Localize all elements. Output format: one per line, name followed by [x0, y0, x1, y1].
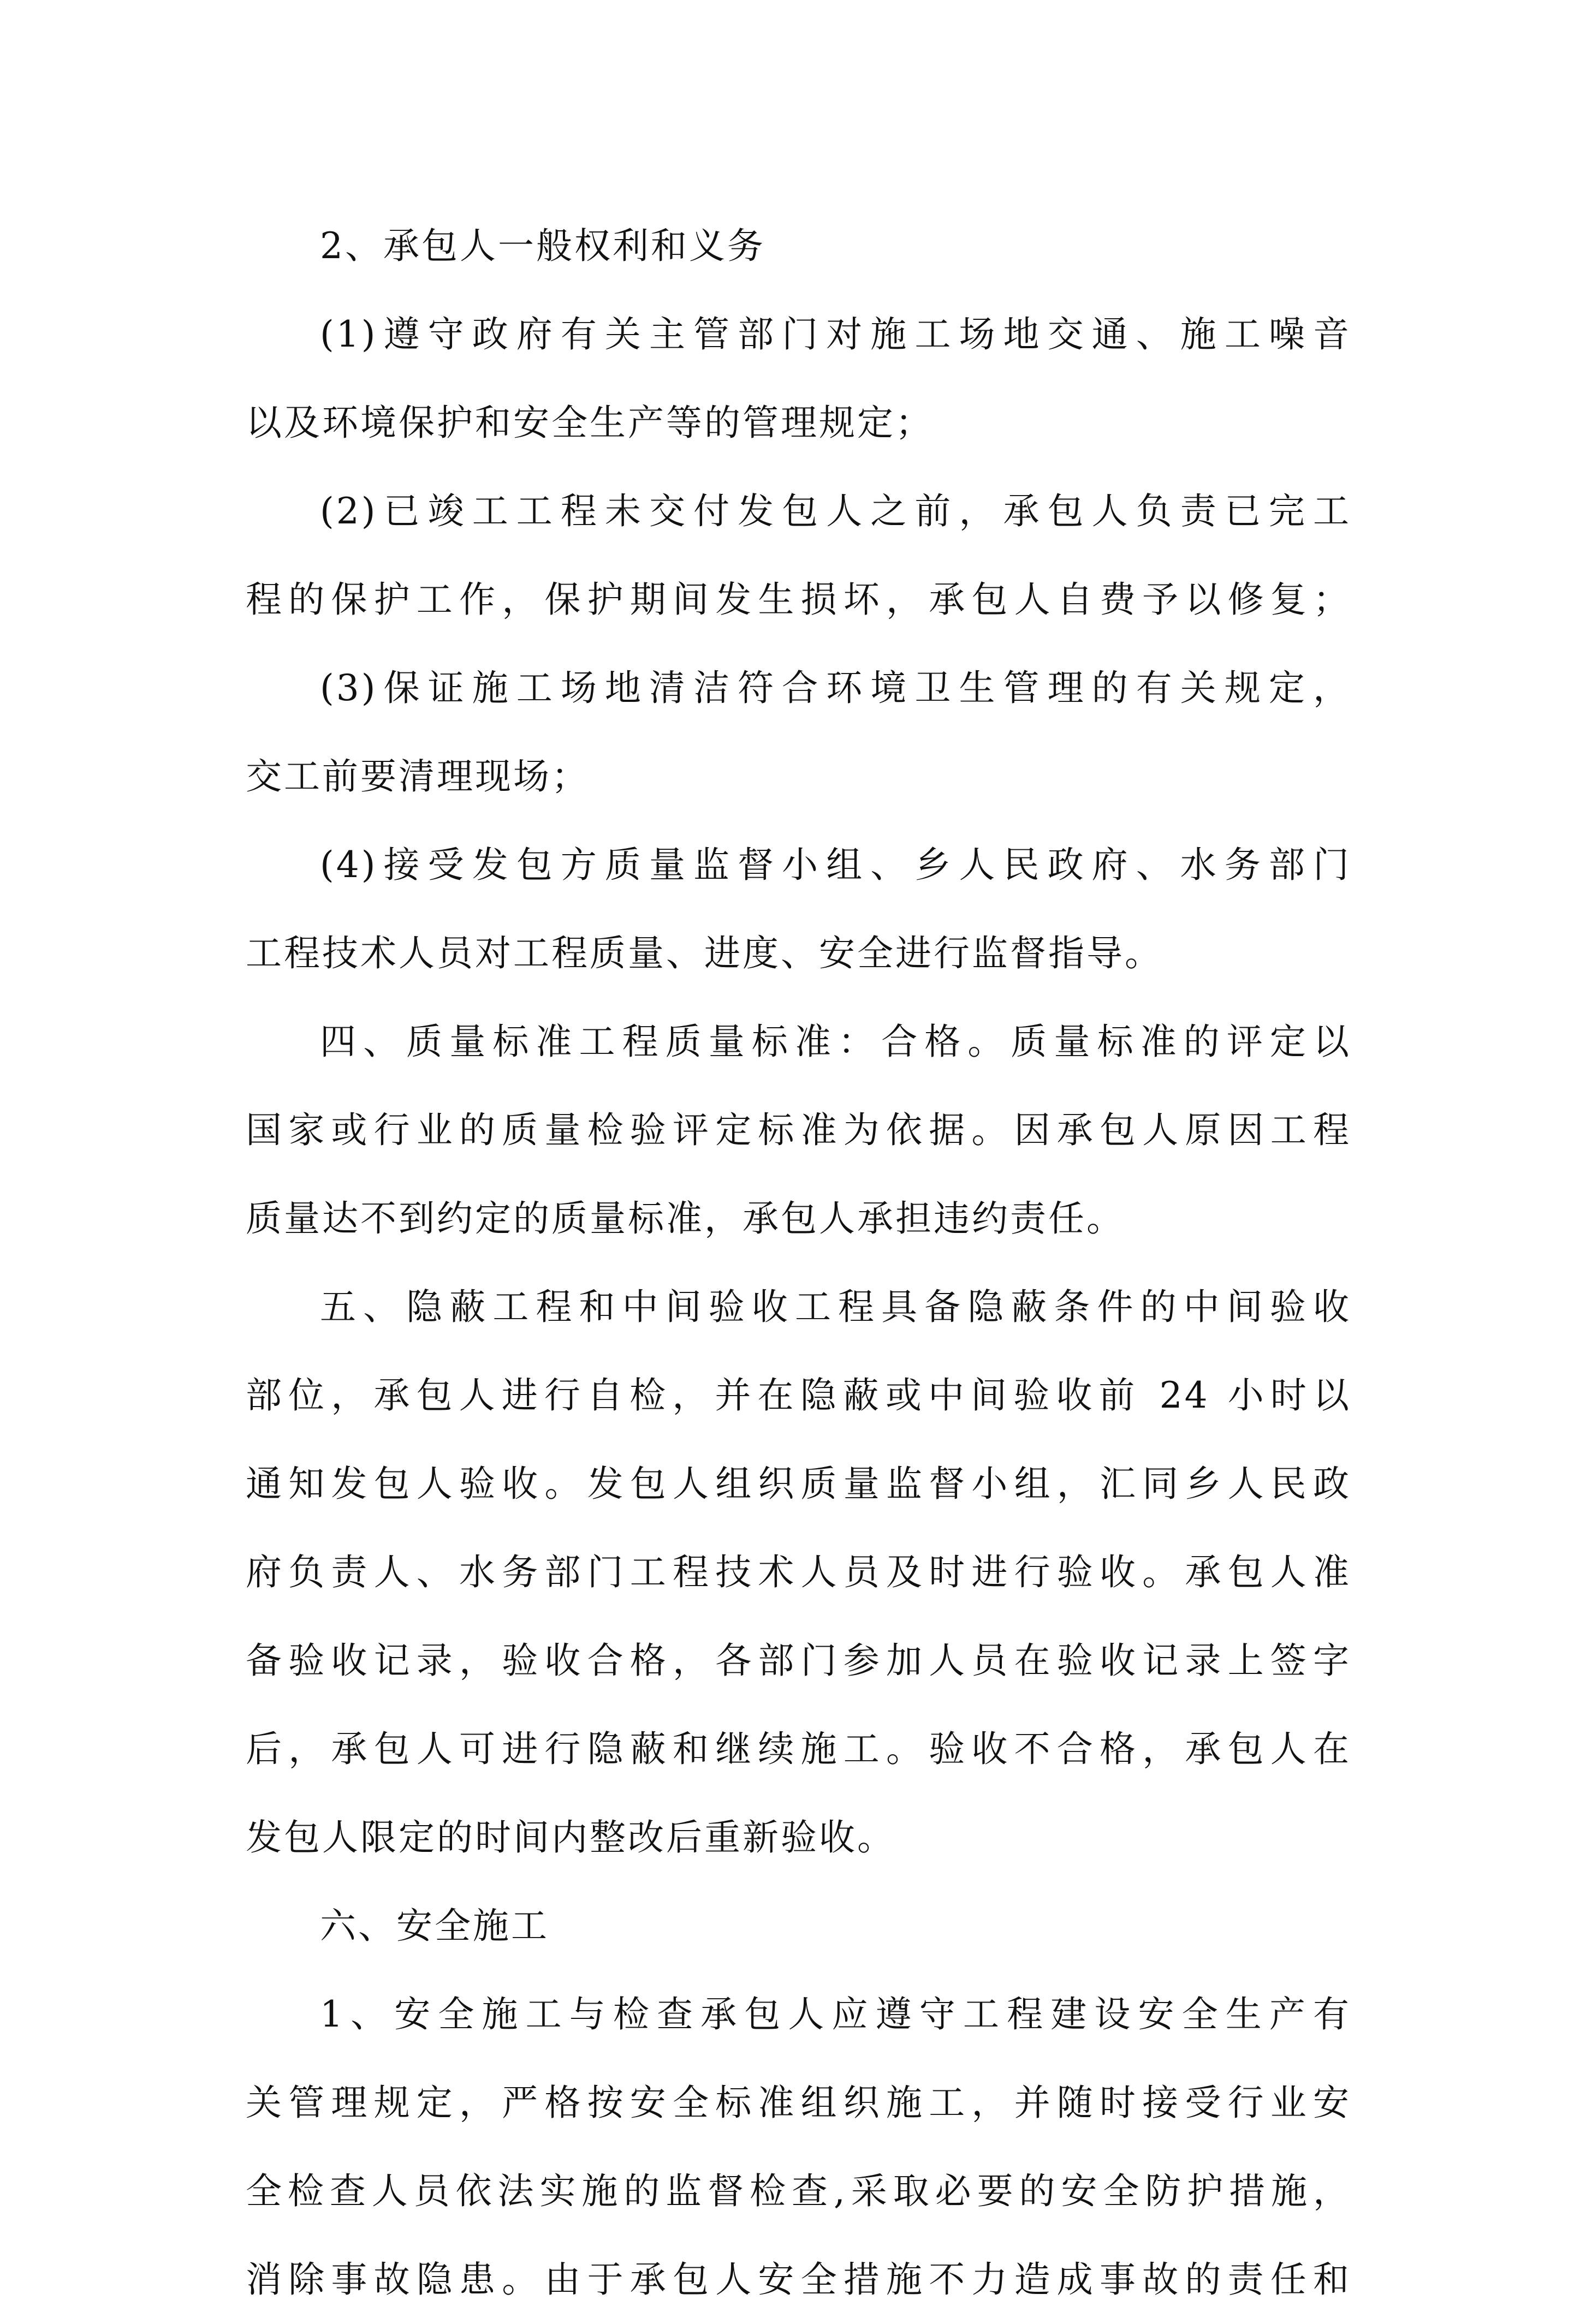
- text-line: 备验收记录，验收合格，各部门参加人员在验收记录上签字: [246, 1640, 1351, 1682]
- text-line: (3)保证施工场地清洁符合环境卫生管理的有关规定，: [320, 667, 1351, 709]
- text-line: 交工前要清理现场；: [246, 755, 590, 797]
- section-heading: 六、安全施工: [320, 1905, 549, 1947]
- text-line: 国家或行业的质量检验评定标准为依据。因承包人原因工程: [246, 1109, 1351, 1151]
- text-line: 四、质量标准工程质量标准：合格。质量标准的评定以: [320, 1021, 1351, 1063]
- text-line: 全检查人员依法实施的监督检查,采取必要的安全防护措施，: [246, 2170, 1351, 2212]
- document-body: [246, 202, 1351, 2324]
- text-line: 府负责人、水务部门工程技术人员及时进行验收。承包人准: [246, 1551, 1351, 1593]
- text-line: 通知发包人验收。发包人组织质量监督小组，汇同乡人民政: [246, 1463, 1351, 1505]
- text-line: 质量达不到约定的质量标准，承包人承担违约责任。: [246, 1197, 1125, 1240]
- text-line: (4)接受发包方质量监督小组、乡人民政府、水务部门: [320, 844, 1351, 886]
- text-line: 发包人限定的时间内整改后重新验收。: [246, 1816, 895, 1858]
- text-line: 工程技术人员对工程质量、进度、安全进行监督指导。: [246, 932, 1163, 974]
- text-line: 以及环境保护和安全生产等的管理规定；: [246, 402, 934, 444]
- text-line: 消除事故隐患。由于承包人安全措施不力造成事故的责任和: [246, 2259, 1351, 2301]
- text-line: 2、承包人一般权利和义务: [320, 225, 765, 267]
- text-line: (2)已竣工工程未交付发包人之前，承包人负责已完工: [320, 490, 1351, 532]
- text-line: (1)遵守政府有关主管部门对施工场地交通、施工噪音: [320, 313, 1351, 355]
- text-line: 程的保护工作，保护期间发生损坏，承包人自费予以修复；: [246, 579, 1351, 621]
- text-line: 后，承包人可进行隐蔽和继续施工。验收不合格，承包人在: [246, 1728, 1351, 1770]
- text-line: 五、隐蔽工程和中间验收工程具备隐蔽条件的中间验收: [320, 1286, 1351, 1328]
- text-line: 1、安全施工与检查承包人应遵守工程建设安全生产有: [320, 1993, 1351, 2035]
- text-line: 部位，承包人进行自检，并在隐蔽或中间验收前 24 小时以: [246, 1374, 1351, 1416]
- text-line: 关管理规定，严格按安全标准组织施工，并随时接受行业安: [246, 2082, 1351, 2124]
